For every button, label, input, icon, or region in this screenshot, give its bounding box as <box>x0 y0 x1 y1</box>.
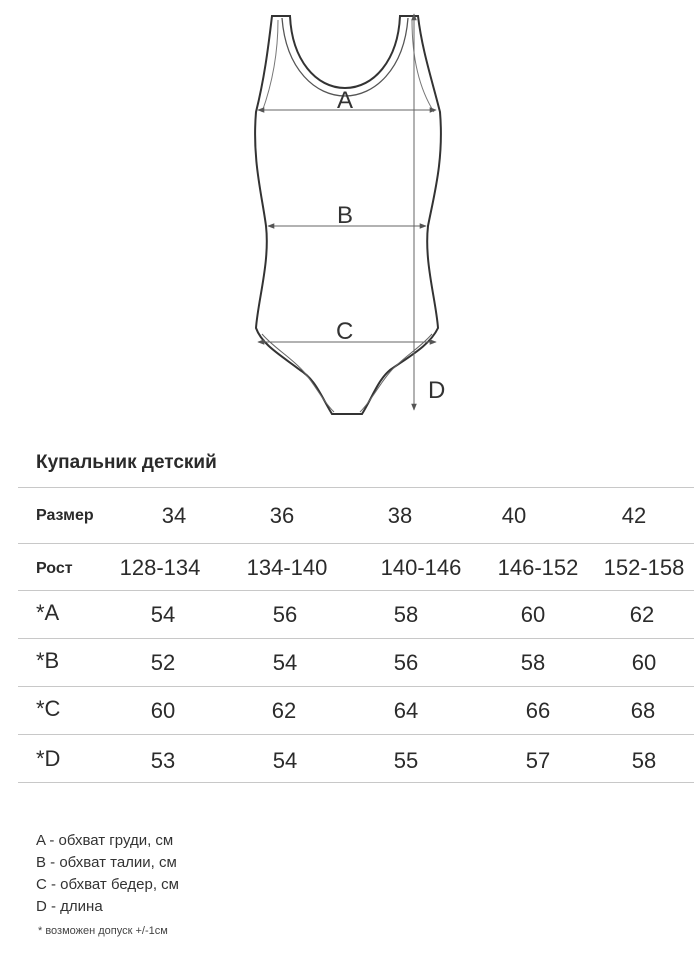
size-cell: 40 <box>501 503 527 528</box>
tolerance-note: * возможен допуск +/-1см <box>38 925 168 937</box>
value-cell: 68 <box>630 698 656 723</box>
label-d: D <box>428 377 446 404</box>
height-cell: 134-140 <box>246 555 328 580</box>
table-divider <box>18 782 694 783</box>
row-label-c: *C <box>36 696 61 721</box>
row-label-height: Рост <box>36 560 73 577</box>
value-cell: 62 <box>271 698 297 723</box>
value-cell: 58 <box>631 748 657 773</box>
height-cell: 146-152 <box>497 555 579 580</box>
legend-item-c: C - обхват бедер, см <box>36 876 179 893</box>
value-cell: 56 <box>393 650 419 675</box>
value-cell: 57 <box>525 748 551 773</box>
height-cell: 140-146 <box>380 555 462 580</box>
size-cell: 34 <box>161 503 187 528</box>
table-title: Купальник детский <box>36 452 217 473</box>
table-divider <box>18 590 694 591</box>
height-cell: 152-158 <box>603 555 685 580</box>
value-cell: 60 <box>520 602 546 627</box>
swimsuit-outline <box>230 0 470 430</box>
table-divider <box>18 638 694 639</box>
row-label-b: *B <box>36 648 60 673</box>
legend-item-d: D - длина <box>36 898 103 915</box>
value-cell: 62 <box>629 602 655 627</box>
value-cell: 55 <box>393 748 419 773</box>
label-c: C <box>336 318 354 345</box>
value-cell: 54 <box>150 602 176 627</box>
value-cell: 58 <box>520 650 546 675</box>
row-label-a: *A <box>36 600 60 625</box>
row-label-d: *D <box>36 746 61 771</box>
table-divider <box>18 686 694 687</box>
value-cell: 53 <box>150 748 176 773</box>
value-cell: 56 <box>272 602 298 627</box>
height-cell: 128-134 <box>119 555 201 580</box>
swimsuit-diagram <box>230 0 470 430</box>
value-cell: 54 <box>272 748 298 773</box>
measurement-legend <box>36 830 179 918</box>
value-cell: 66 <box>525 698 551 723</box>
value-cell: 58 <box>393 602 419 627</box>
header-label: Размер <box>36 507 94 524</box>
label-b: B <box>337 202 354 229</box>
legend-item-b: B - обхват талии, см <box>36 854 177 871</box>
legend-item-a: A - обхват груди, см <box>36 832 174 849</box>
value-cell: 52 <box>150 650 176 675</box>
table-divider <box>18 543 694 544</box>
size-cell: 42 <box>621 503 647 528</box>
table-divider <box>18 487 694 488</box>
value-cell: 60 <box>150 698 176 723</box>
value-cell: 60 <box>631 650 657 675</box>
size-cell: 38 <box>387 503 413 528</box>
size-cell: 36 <box>269 503 295 528</box>
label-a: A <box>337 87 354 114</box>
value-cell: 64 <box>393 698 419 723</box>
table-divider <box>18 734 694 735</box>
value-cell: 54 <box>272 650 298 675</box>
